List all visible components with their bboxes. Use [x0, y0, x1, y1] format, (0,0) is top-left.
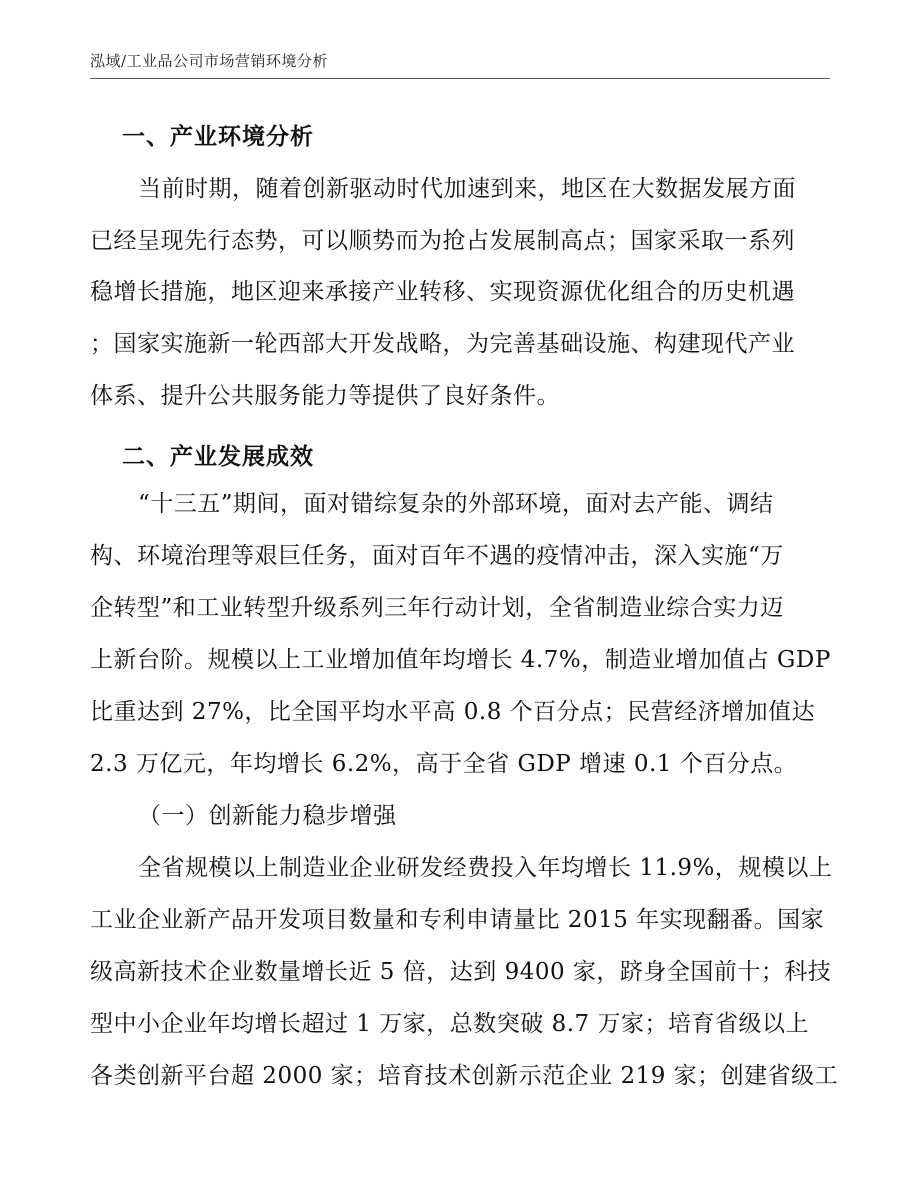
paragraph-line: “十三五”期间，面对错综复杂的外部环境，面对去产能、调结	[138, 491, 774, 517]
paragraph-line: 工业企业新产品开发项目数量和专利申请量比 2015 年实现翻番。国家	[90, 907, 825, 933]
paragraph-line: 上新台阶。规模以上工业增加值年均增长 4.7%，制造业增加值占 GDP	[90, 647, 831, 673]
section-heading-1: 一、产业环境分析	[122, 123, 314, 150]
paragraph-line: 各类创新平台超 2000 家；培育技术创新示范企业 219 家；创建省级工	[90, 1063, 839, 1089]
paragraph-line: 稳增长措施，地区迎来承接产业转移、实现资源优化组合的历史机遇	[90, 279, 795, 305]
paragraph-line: 当前时期，随着创新驱动时代加速到来，地区在大数据发展方面	[138, 176, 796, 202]
paragraph-line: 企转型”和工业转型升级系列三年行动计划，全省制造业综合实力迈	[90, 595, 784, 621]
paragraph-line: 全省规模以上制造业企业研发经费投入年均增长 11.9%，规模以上	[138, 855, 833, 881]
page-header: 泓域/工业品公司市场营销环境分析	[90, 52, 329, 70]
paragraph-line: ；国家实施新一轮西部大开发战略，为完善基础设施、构建现代产业	[90, 331, 795, 357]
section-heading-2: 二、产业发展成效	[122, 443, 314, 470]
paragraph-line: 型中小企业年均增长超过 1 万家，总数突破 8.7 万家；培育省级以上	[90, 1011, 809, 1037]
paragraph-line: 2.3 万亿元，年均增长 6.2%，高于全省 GDP 增速 0.1 个百分点。	[90, 751, 798, 777]
subsection-heading: （一）创新能力稳步增强	[138, 803, 397, 829]
header-rule	[90, 78, 830, 79]
paragraph-line: 构、环境治理等艰巨任务，面对百年不遇的疫情冲击，深入实施“万	[90, 543, 784, 569]
paragraph-line: 级高新技术企业数量增长近 5 倍，达到 9400 家，跻身全国前十；科技	[90, 959, 832, 985]
paragraph-line: 体系、提升公共服务能力等提供了良好条件。	[90, 383, 560, 409]
paragraph-line: 比重达到 27%，比全国平均水平高 0.8 个百分点；民营经济增加值达	[90, 699, 816, 725]
paragraph-line: 已经呈现先行态势，可以顺势而为抢占发展制高点；国家采取一系列	[90, 228, 795, 254]
